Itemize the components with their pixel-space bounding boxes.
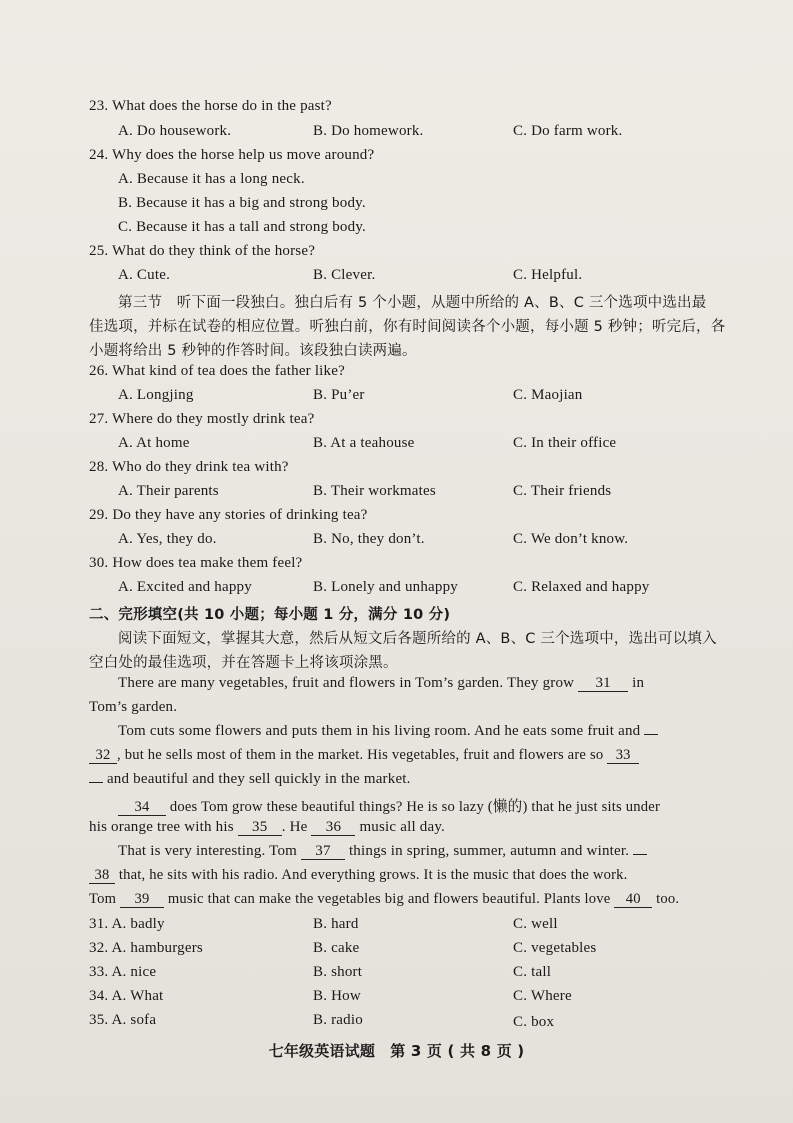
option-27-b: B. At a teahouse [313, 435, 415, 451]
question-number: 33. [89, 964, 109, 980]
option-29-b: B. No, they don’t. [313, 531, 425, 547]
question-number: 31. [89, 916, 109, 932]
cloze-option-row-34 [89, 988, 163, 1005]
passage-text: does Tom grow these beautiful things? He is so lazy (懒的) that he just sits under [169, 799, 660, 815]
option-33-b: B. short [313, 964, 363, 980]
blank-32[interactable]: 32 [89, 748, 117, 764]
section3-instruction-line1: 第三节 听下面一段独白。独白后有 5 个小题，从题中所给的 A、B、C 三个选项中选出最 [118, 295, 707, 311]
question-text: What kind of tea does the father like? [112, 363, 345, 379]
option-a: A. sofa [111, 1012, 157, 1028]
question-number: 28. [89, 459, 109, 475]
question-number: 35. [89, 1012, 109, 1028]
blank-35[interactable]: 35 [238, 820, 282, 836]
blank-40[interactable]: 40 [614, 892, 652, 908]
passage-line [118, 723, 658, 740]
passage-line [118, 795, 660, 816]
option-30-c: C. Relaxed and happy [513, 579, 650, 595]
passage-line [118, 843, 647, 860]
option-35-c: C. box [513, 1014, 555, 1030]
option-35-b: B. radio [313, 1012, 363, 1028]
passage-text: that, he sits with his radio. And everything grows. It is the music that does the work. [118, 867, 628, 883]
option-31-b: B. hard [313, 916, 359, 932]
option-a: A. hamburgers [111, 940, 203, 956]
blank-36[interactable]: 36 [311, 820, 355, 836]
option-32-c: C. vegetables [513, 940, 597, 956]
question-number: 32. [89, 940, 109, 956]
blank-34[interactable]: 34 [118, 800, 166, 816]
option-a: A. What [111, 988, 164, 1004]
option-24-a: A. Because it has a long neck. [118, 171, 305, 187]
option-25-c: C. Helpful. [513, 267, 583, 283]
passage-line [89, 747, 639, 764]
option-26-a: A. Longjing [118, 387, 194, 403]
option-23-a: A. Do housework. [118, 123, 232, 139]
section3-instruction-line3: 小题将给出 5 秒钟的作答时间。该段独白读两遍。 [89, 343, 417, 359]
passage-line [89, 891, 679, 908]
option-28-b: B. Their workmates [313, 483, 436, 499]
cloze-option-row-31 [89, 916, 165, 933]
question-text: Who do they drink tea with? [112, 459, 289, 475]
question-text: What do they think of the horse? [112, 243, 316, 259]
question-27 [89, 411, 314, 428]
cloze-option-row-35 [89, 1012, 156, 1029]
question-24 [89, 147, 374, 164]
blank-38-start [633, 854, 647, 855]
passage-line [118, 675, 644, 692]
cloze-option-row-33 [89, 964, 156, 981]
question-25 [89, 243, 315, 260]
question-number: 24. [89, 147, 109, 163]
question-28 [89, 459, 289, 476]
question-text: How does tea make them feel? [112, 555, 303, 571]
question-number: 25. [89, 243, 109, 259]
option-26-b: B. Pu’er [313, 387, 365, 403]
option-34-b: B. How [313, 988, 361, 1004]
passage-line: Tom’s garden. [89, 699, 178, 715]
passage-text: too. [656, 891, 680, 907]
passage-text: That is very interesting. Tom [118, 843, 298, 859]
passage-text: music all day. [359, 819, 445, 835]
option-29-a: A. Yes, they do. [118, 531, 217, 547]
page-footer: 七年级英语试题 第 3 页 ( 共 8 页 ) [268, 1042, 525, 1060]
option-32-b: B. cake [313, 940, 360, 956]
option-33-c: C. tall [513, 964, 552, 980]
passage-text: , but he sells most of them in the market. His vegetables, fruit and flowers are so [117, 747, 604, 763]
question-number: 27. [89, 411, 109, 427]
passage-text: things in spring, summer, autumn and winter. [348, 843, 630, 859]
question-text: What does the horse do in the past? [112, 98, 332, 114]
question-text: Where do they mostly drink tea? [112, 411, 315, 427]
passage-text: music that can make the vegetables big and flowers beautiful. Plants love [167, 891, 611, 907]
cloze-instruction-line2: 空白处的最佳选项，并在答题卡上将该项涂黑。 [89, 655, 398, 671]
option-29-c: C. We don’t know. [513, 531, 629, 547]
passage-line [89, 771, 411, 788]
question-number: 34. [89, 988, 109, 1004]
cloze-instruction-line1: 阅读下面短文，掌握其大意，然后从短文后各题所给的 A、B、C 三个选项中，选出可以填入 [118, 631, 717, 647]
blank-33[interactable]: 33 [607, 748, 639, 764]
option-a: A. badly [111, 916, 165, 932]
cloze-option-row-32 [89, 940, 203, 957]
option-34-c: C. Where [513, 988, 572, 1004]
option-27-a: A. At home [118, 435, 190, 451]
passage-text: and beautiful and they sell quickly in the market. [106, 771, 411, 787]
cloze-heading: 二、完形填空(共 10 小题；每小题 1 分，满分 10 分) [89, 607, 451, 623]
question-number: 29. [89, 507, 109, 523]
option-23-b: B. Do homework. [313, 123, 424, 139]
option-30-a: A. Excited and happy [118, 579, 252, 595]
blank-39[interactable]: 39 [120, 892, 164, 908]
option-30-b: B. Lonely and unhappy [313, 579, 459, 595]
question-number: 30. [89, 555, 109, 571]
option-28-a: A. Their parents [118, 483, 219, 499]
question-23 [89, 98, 332, 115]
passage-line [89, 867, 628, 884]
section3-instruction-line2: 佳选项，并标在试卷的相应位置。听独白前，你有时间阅读各个小题，每小题 5 秒钟；听完后，各 [89, 319, 726, 335]
passage-line [89, 819, 445, 836]
blank-31[interactable]: 31 [578, 676, 628, 692]
option-28-c: C. Their friends [513, 483, 612, 499]
blank-38[interactable]: 38 [89, 868, 115, 884]
option-24-b: B. Because it has a big and strong body. [118, 195, 366, 211]
passage-text: . He [281, 819, 308, 835]
passage-text: Tom [89, 891, 117, 907]
blank-33-end [89, 782, 103, 783]
passage-text: There are many vegetables, fruit and flowers in Tom’s garden. They grow [118, 675, 575, 691]
blank-37[interactable]: 37 [301, 844, 345, 860]
option-25-a: A. Cute. [118, 267, 171, 283]
question-29 [89, 507, 368, 524]
question-text: Why does the horse help us move around? [112, 147, 375, 163]
option-a: A. nice [111, 964, 157, 980]
passage-text: Tom cuts some flowers and puts them in his living room. And he eats some fruit and [118, 723, 641, 739]
option-27-c: C. In their office [513, 435, 617, 451]
option-31-c: C. well [513, 916, 558, 932]
option-25-b: B. Clever. [313, 267, 376, 283]
option-23-c: C. Do farm work. [513, 123, 623, 139]
passage-text: his orange tree with his [89, 819, 234, 835]
option-24-c: C. Because it has a tall and strong body. [118, 219, 367, 235]
question-text: Do they have any stories of drinking tea? [112, 507, 368, 523]
question-number: 23. [89, 98, 109, 114]
question-number: 26. [89, 363, 109, 379]
passage-text: in [632, 675, 645, 691]
blank-32-start [644, 734, 658, 735]
question-26 [89, 363, 345, 380]
option-26-c: C. Maojian [513, 387, 583, 403]
question-30 [89, 555, 302, 572]
